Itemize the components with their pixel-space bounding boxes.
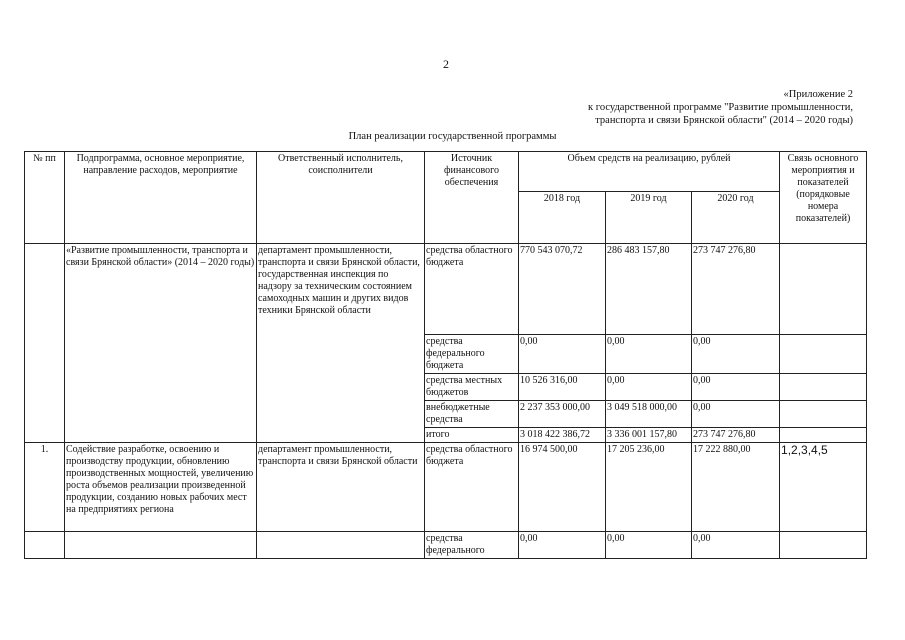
header-num: № пп [25,152,65,244]
item1-num-cont [25,532,65,559]
item1-executor: департамент промышленности, транспорта и связи Брянской области [257,443,425,532]
plan-table [24,151,867,559]
table-row [25,443,867,532]
amount-2020: 0,00 [692,532,780,559]
amount-2020: 0,00 [692,374,780,401]
amount-2019: 17 205 236,00 [606,443,692,532]
amount-2019-total: 3 336 001 157,80 [606,428,692,443]
amount-2020: 17 222 880,00 [692,443,780,532]
amount-2018: 770 543 070,72 [519,244,606,335]
link-cell [780,428,867,443]
header-source: Источник финансового обеспечения [425,152,519,244]
amount-2019: 286 483 157,80 [606,244,692,335]
amount-2018: 0,00 [519,335,606,374]
link-cell [780,401,867,428]
table-row [25,532,867,559]
program-num [25,244,65,443]
amount-2019: 0,00 [606,532,692,559]
link-cell [780,374,867,401]
source-cell-total: итого [425,428,519,443]
amount-2019: 0,00 [606,374,692,401]
source-cell: средства федерального [425,532,519,559]
appendix-line-3: транспорта и связи Брянской области" (2014 – 2020 годы) [595,115,853,126]
header-year-2020: 2020 год [692,192,780,244]
item1-name: Содействие разработке, освоению и производству продукции, обновлению производственных мощностей, увеличению роста объемов реализации произведенной продукции, созданию новых рабочих мест на предприятиях региона [65,443,257,532]
source-cell: средства местных бюджетов [425,374,519,401]
header-subprogram: Подпрограмма, основное мероприятие, направление расходов, мероприятие [65,152,257,244]
program-name: «Развитие промышленности, транспорта и связи Брянской области» (2014 – 2020 годы) [65,244,257,443]
link-cell [780,244,867,335]
amount-2020: 0,00 [692,401,780,428]
appendix-note [553,88,853,127]
source-cell: средства областного бюджета [425,244,519,335]
amount-2020-total: 273 747 276,80 [692,428,780,443]
amount-2020: 273 747 276,80 [692,244,780,335]
amount-2019: 0,00 [606,335,692,374]
source-cell: средства федерального бюджета [425,335,519,374]
link-cell [780,335,867,374]
amount-2019: 3 049 518 000,00 [606,401,692,428]
item1-name-cont [65,532,257,559]
item1-link: 1,2,3,4,5 [780,443,867,532]
amount-2018-total: 3 018 422 386,72 [519,428,606,443]
header-link: Связь основного мероприятия и показателей (порядковые номера показателей) [780,152,867,244]
amount-2018: 2 237 353 000,00 [519,401,606,428]
appendix-line-2: к государственной программе "Развитие промышленности, [588,102,853,113]
link-cell [780,532,867,559]
header-executor: Ответственный исполнитель, соисполнители [257,152,425,244]
source-cell: внебюджетные средства [425,401,519,428]
header-year-2019: 2019 год [606,192,692,244]
amount-2018: 10 526 316,00 [519,374,606,401]
page-number: 2 [443,57,449,71]
header-year-2018: 2018 год [519,192,606,244]
item1-num: 1. [25,443,65,532]
amount-2018: 16 974 500,00 [519,443,606,532]
program-executor: департамент промышленности, транспорта и связи Брянской области, государственная инспекция по надзору за техническим состоянием самоходных машин и других видов техники Брянской области [257,244,425,443]
item1-executor-cont [257,532,425,559]
amount-2020: 0,00 [692,335,780,374]
amount-2018: 0,00 [519,532,606,559]
header-volume: Объем средств на реализацию, рублей [519,152,780,192]
appendix-line-1: «Приложение 2 [783,89,853,100]
plan-title: План реализации государственной программы [348,131,557,142]
source-cell: средства областного бюджета [425,443,519,532]
table-row [25,244,867,335]
